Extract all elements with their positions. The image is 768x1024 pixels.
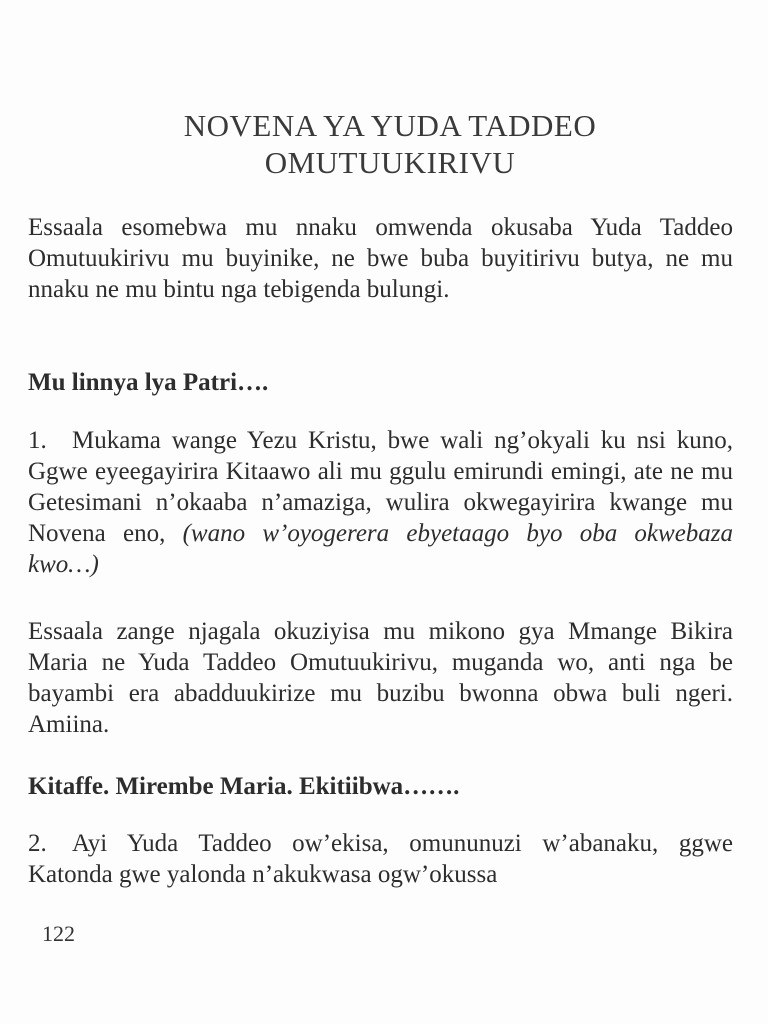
- page-title: NOVENA YA YUDA TADDEO: [183, 108, 597, 143]
- prayer-1-paragraph: [28, 425, 733, 580]
- prayer-2-text: Ayi Yuda Taddeo ow’ekisa, omununuzi w’abanaku, ggwe Katonda gwe yalonda n’akukwasa ogw’okussa: [28, 830, 733, 888]
- prayer-2-number: 2.: [28, 830, 47, 857]
- prayer-1-continuation: Essaala zange njagala okuziyisa mu mikono gya Mmange Bikira Maria ne Yuda Taddeo Omutuukirivu, muganda wo, anti nga be bayambi era abadduukirize mu buzibu bwonna obwa buli ngeri. Amiina.: [28, 618, 733, 738]
- intro-paragraph: Essaala esomebwa mu nnaku omwenda okusaba Yuda Taddeo Omutuukirivu mu buyinike, ne bwe buba buyitirivu butya, ne mu nnaku ne mu bintu nga tebigenda bulungi.: [28, 214, 733, 303]
- prayer-1-text: Mukama wange Yezu Kristu, bwe wali ng’okyali ku nsi kuno, Ggwe eyeegayirira Kitaawo ali mu ggulu emirundi emingi, ate ne mu Getesimani n’okaaba n’amaziga, wulira okwegayirira kwange mu Novena eno,: [28, 427, 733, 547]
- page-title-continued: OMUTUUKIRIVU: [264, 145, 516, 180]
- prayer-1-number: 1.: [28, 427, 47, 454]
- page-number: 122: [42, 921, 75, 946]
- prayer-2-paragraph: [28, 828, 733, 890]
- response-prayers: Kitaffe. Mirembe Maria. Ekitiibwa…….: [28, 773, 460, 800]
- prayer-1-instruction: (wano w’oyogerera ebyetaago byo oba okwebaza kwo…): [28, 520, 734, 578]
- opening-invocation: Mu linnya lya Patri….: [28, 369, 269, 396]
